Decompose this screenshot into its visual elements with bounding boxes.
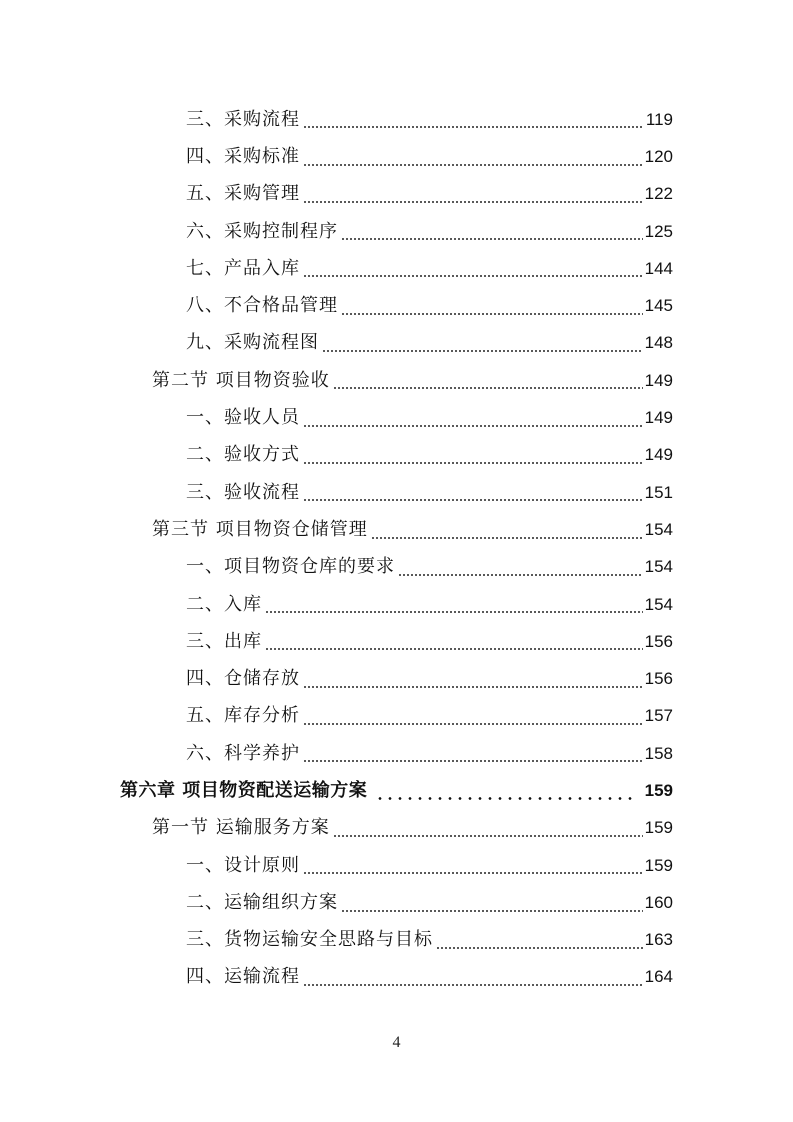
- toc-entry-label: 八、不合格品管理: [186, 295, 338, 317]
- toc-entry-item[interactable]: [0, 399, 793, 436]
- toc-entry-item[interactable]: [0, 325, 793, 362]
- toc-entry-page-number: 154: [644, 594, 673, 614]
- toc-entry-item[interactable]: [0, 735, 793, 772]
- toc-entry-item[interactable]: [0, 287, 793, 324]
- toc-entry-page-number: 159: [644, 855, 673, 875]
- toc-entry-label: 九、采购流程图: [186, 332, 319, 354]
- toc-dot-leader: [303, 984, 643, 986]
- toc-dot-leader: [303, 686, 643, 688]
- toc-dot-leader: [303, 164, 643, 166]
- toc-dot-leader: [303, 425, 643, 427]
- toc-entry-item[interactable]: [0, 138, 793, 175]
- toc-entry-label: 二、运输组织方案: [186, 891, 338, 913]
- toc-entry-label: 五、采购管理: [186, 183, 300, 205]
- toc-dot-leader: [341, 238, 643, 240]
- toc-entry-page-number: 156: [644, 631, 673, 651]
- toc-entry-section[interactable]: [0, 511, 793, 548]
- toc-entry-item[interactable]: [0, 922, 793, 959]
- toc-dot-leader: [341, 313, 643, 315]
- toc-entry-label: 三、货物运输安全思路与目标: [186, 929, 433, 951]
- toc-entry-item[interactable]: [0, 474, 793, 511]
- toc-dot-leader: [375, 797, 632, 800]
- toc-entry-label: 一、项目物资仓库的要求: [186, 556, 395, 578]
- toc-dot-leader: [303, 126, 644, 128]
- toc-entry-item[interactable]: [0, 623, 793, 660]
- toc-entry-item[interactable]: [0, 549, 793, 586]
- toc-dot-leader: [303, 760, 643, 762]
- toc-entry-label: 第六章 项目物资配送运输方案: [120, 779, 368, 801]
- toc-dot-leader: [333, 387, 643, 389]
- toc-entry-label: 四、运输流程: [186, 966, 300, 988]
- toc-entry-page-number: 156: [644, 669, 673, 689]
- toc-entry-page-number: 144: [644, 258, 673, 278]
- toc-entry-page-number: 145: [644, 296, 673, 316]
- toc-dot-leader: [371, 537, 643, 539]
- toc-entry-label: 第二节 项目物资验收: [152, 369, 330, 391]
- toc-entry-page-number: 148: [644, 333, 673, 353]
- toc-entry-label: 三、采购流程: [186, 108, 300, 130]
- toc-entry-item[interactable]: [0, 847, 793, 884]
- toc-entry-page-number: 158: [644, 743, 673, 763]
- toc-dot-leader: [303, 275, 643, 277]
- toc-entry-label: 四、采购标准: [186, 145, 300, 167]
- toc-entry-label: 一、验收人员: [186, 407, 300, 429]
- toc-entry-label: 二、入库: [186, 593, 262, 615]
- toc-dot-leader: [303, 872, 643, 874]
- toc-dot-leader: [265, 648, 643, 650]
- toc-entry-page-number: 149: [644, 445, 673, 465]
- toc-entry-section[interactable]: [0, 362, 793, 399]
- toc-entry-page-number: 120: [644, 146, 673, 166]
- toc-entry-chapter[interactable]: [0, 772, 793, 809]
- toc-entry-item[interactable]: [0, 586, 793, 623]
- toc-entry-label: 六、科学养护: [186, 742, 300, 764]
- toc-entry-page-number: 122: [644, 184, 673, 204]
- toc-entry-item[interactable]: [0, 250, 793, 287]
- table-of-contents: [0, 101, 793, 996]
- toc-entry-item[interactable]: [0, 176, 793, 213]
- toc-dot-leader: [398, 574, 643, 576]
- toc-entry-page-number: 157: [644, 706, 673, 726]
- toc-dot-leader: [436, 947, 643, 949]
- toc-entry-page-number: 151: [644, 482, 673, 502]
- toc-entry-page-number: 154: [644, 519, 673, 539]
- toc-entry-page-number: 154: [644, 557, 673, 577]
- toc-dot-leader: [322, 350, 643, 352]
- toc-entry-page-number: 164: [644, 967, 673, 987]
- toc-entry-label: 六、采购控制程序: [186, 220, 338, 242]
- toc-entry-label: 七、产品入库: [186, 257, 300, 279]
- toc-entry-page-number: 159: [644, 780, 673, 800]
- toc-entry-item[interactable]: [0, 660, 793, 697]
- toc-entry-label: 三、出库: [186, 630, 262, 652]
- toc-dot-leader: [333, 835, 643, 837]
- toc-entry-page-number: 163: [644, 930, 673, 950]
- toc-entry-page-number: 149: [644, 408, 673, 428]
- toc-dot-leader: [341, 910, 643, 912]
- toc-entry-page-number: 119: [645, 109, 673, 129]
- toc-dot-leader: [265, 611, 643, 613]
- toc-entry-label: 五、库存分析: [186, 705, 300, 727]
- toc-entry-label: 第三节 项目物资仓储管理: [152, 518, 368, 540]
- toc-entry-item[interactable]: [0, 213, 793, 250]
- toc-entry-label: 第一节 运输服务方案: [152, 817, 330, 839]
- page-number: 4: [392, 1034, 401, 1051]
- toc-entry-item[interactable]: [0, 101, 793, 138]
- toc-entry-label: 三、验收流程: [186, 481, 300, 503]
- toc-dot-leader: [303, 723, 643, 725]
- toc-entry-item[interactable]: [0, 884, 793, 921]
- toc-entry-page-number: 160: [644, 892, 673, 912]
- toc-entry-item[interactable]: [0, 698, 793, 735]
- toc-dot-leader: [303, 462, 643, 464]
- toc-dot-leader: [303, 499, 643, 501]
- toc-entry-item[interactable]: [0, 437, 793, 474]
- toc-entry-label: 四、仓储存放: [186, 668, 300, 690]
- toc-dot-leader: [303, 201, 643, 203]
- toc-entry-page-number: 125: [644, 221, 673, 241]
- toc-entry-item[interactable]: [0, 959, 793, 996]
- toc-entry-page-number: 149: [644, 370, 673, 390]
- toc-entry-label: 二、验收方式: [186, 444, 300, 466]
- toc-entry-page-number: 159: [644, 818, 673, 838]
- toc-entry-section[interactable]: [0, 810, 793, 847]
- toc-entry-label: 一、设计原则: [186, 854, 300, 876]
